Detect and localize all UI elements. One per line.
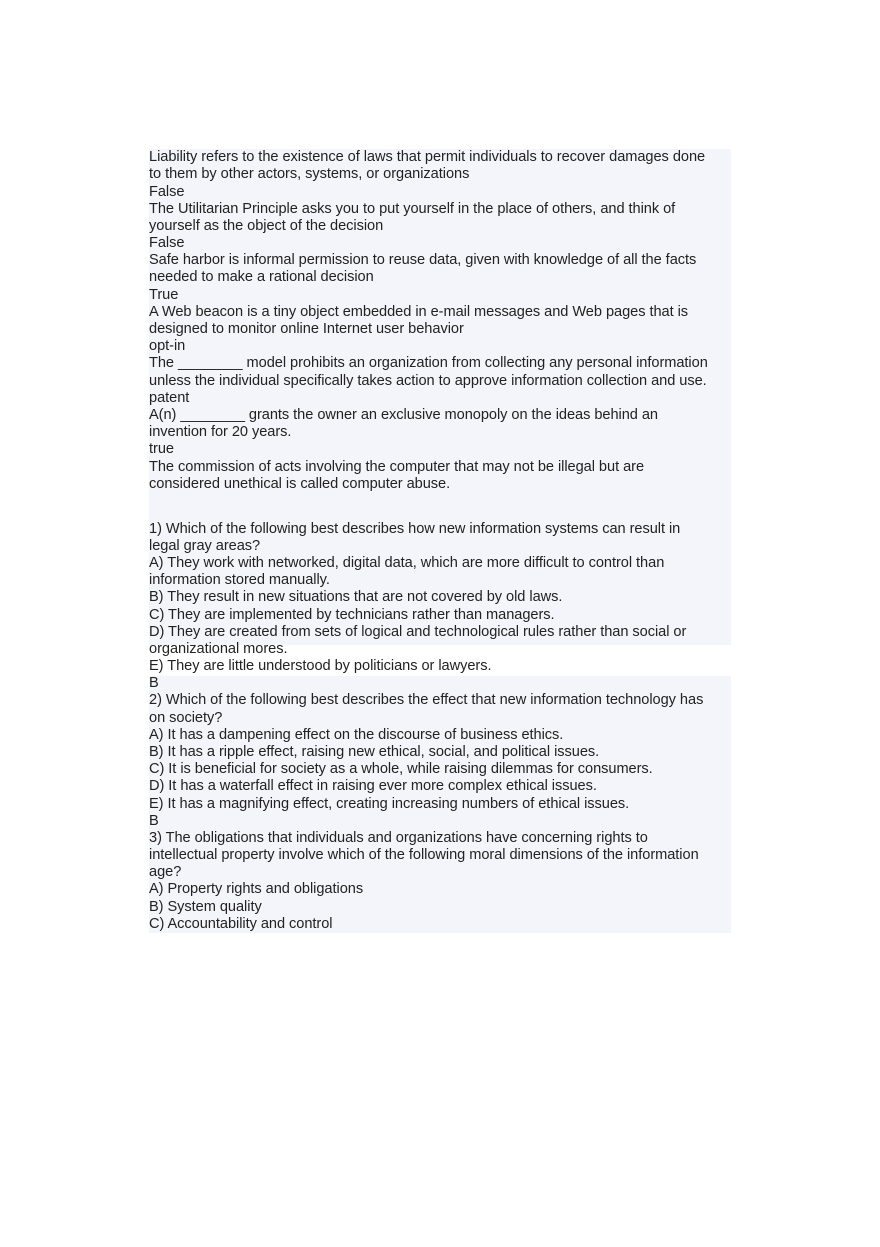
option-line: organizational mores. xyxy=(149,641,288,657)
answer-line: patent xyxy=(149,390,190,406)
text-line: considered unethical is called computer abuse. xyxy=(149,476,451,492)
text-line: Liability refers to the existence of laws that permit individuals to recover damages done xyxy=(149,149,706,165)
option-line: C) It is beneficial for society as a whole, while raising dilemmas for consumers. xyxy=(149,761,653,777)
question-line: age? xyxy=(149,864,182,880)
text-line: designed to monitor online Internet user behavior xyxy=(149,321,464,337)
answer-line: opt-in xyxy=(149,338,186,354)
answer-line: B xyxy=(149,675,159,691)
option-line: A) Property rights and obligations xyxy=(149,881,364,897)
option-line: C) Accountability and control xyxy=(149,916,333,932)
text-line: The Utilitarian Principle asks you to put yourself in the place of others, and think of xyxy=(149,201,676,217)
text-line: Safe harbor is informal permission to reuse data, given with knowledge of all the facts xyxy=(149,252,697,268)
text-line: unless the individual specifically takes action to approve information collection and use. xyxy=(149,373,707,389)
question-line: 3) The obligations that individuals and organizations have concerning rights to xyxy=(149,830,648,846)
text-line: yourself as the object of the decision xyxy=(149,218,384,234)
question-line: on society? xyxy=(149,710,223,726)
answer-line: False xyxy=(149,235,185,251)
question-line: intellectual property involve which of the following moral dimensions of the information xyxy=(149,847,699,863)
option-line: A) It has a dampening effect on the discourse of business ethics. xyxy=(149,727,564,743)
option-line: B) They result in new situations that are not covered by old laws. xyxy=(149,589,563,605)
answer-line: true xyxy=(149,441,174,457)
question-line: 1) Which of the following best describes how new information systems can result in xyxy=(149,521,681,537)
answer-line: True xyxy=(149,287,179,303)
answer-line: False xyxy=(149,184,185,200)
question-line: 2) Which of the following best describes the effect that new information technology has xyxy=(149,692,704,708)
option-line: A) They work with networked, digital data, which are more difficult to control than xyxy=(149,555,665,571)
text-line: needed to make a rational decision xyxy=(149,269,374,285)
option-line: E) It has a magnifying effect, creating increasing numbers of ethical issues. xyxy=(149,796,630,812)
option-line: information stored manually. xyxy=(149,572,330,588)
option-line: D) It has a waterfall effect in raising ever more complex ethical issues. xyxy=(149,778,597,794)
option-line: B) System quality xyxy=(149,899,262,915)
option-line: E) They are little understood by politicians or lawyers. xyxy=(149,658,492,674)
answer-line: B xyxy=(149,813,159,829)
text-line: A(n) ________ grants the owner an exclusive monopoly on the ideas behind an xyxy=(149,407,658,423)
option-line: D) They are created from sets of logical and technological rules rather than social or xyxy=(149,624,687,640)
option-line: C) They are implemented by technicians rather than managers. xyxy=(149,607,555,623)
text-line: to them by other actors, systems, or organizations xyxy=(149,166,470,182)
text-line: invention for 20 years. xyxy=(149,424,292,440)
question-line: legal gray areas? xyxy=(149,538,261,554)
option-line: B) It has a ripple effect, raising new ethical, social, and political issues. xyxy=(149,744,600,760)
text-line: The commission of acts involving the computer that may not be illegal but are xyxy=(149,459,645,475)
text-line: The ________ model prohibits an organization from collecting any personal information xyxy=(149,355,708,371)
text-line: A Web beacon is a tiny object embedded in e-mail messages and Web pages that is xyxy=(149,304,689,320)
